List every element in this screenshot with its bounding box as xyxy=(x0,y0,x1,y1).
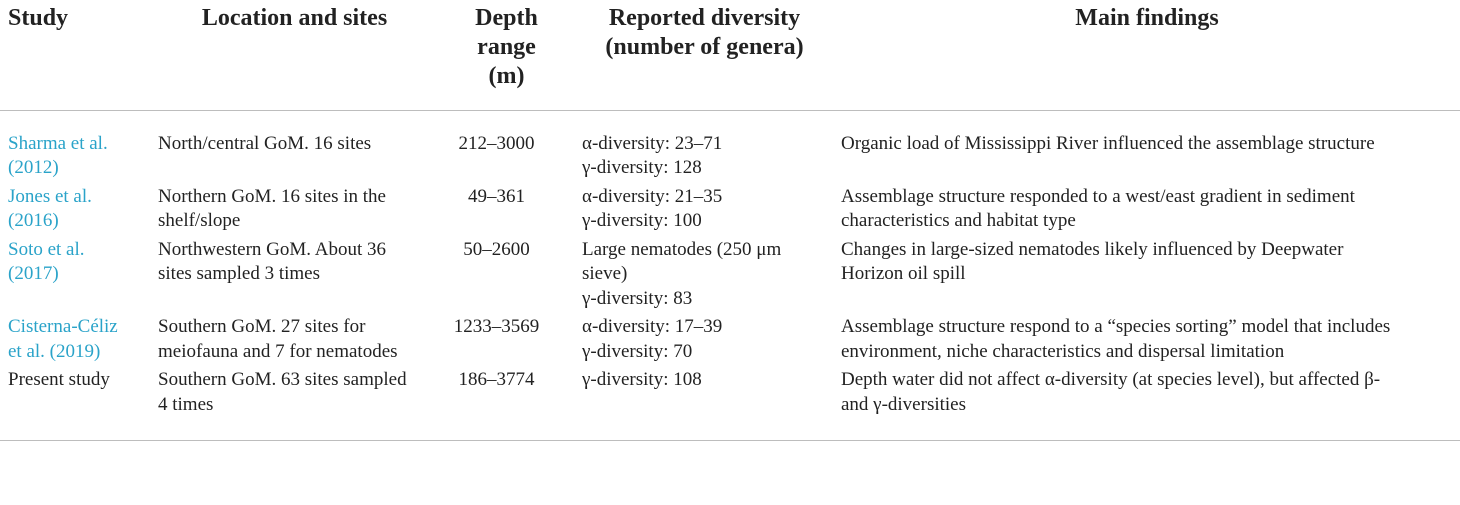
location-cell-line: sites sampled 3 times xyxy=(158,263,321,284)
diversity-cell xyxy=(575,110,834,181)
location-cell-line: Northwestern GoM. About 36 xyxy=(158,238,386,260)
diversity-cell-line: γ-diversity: 128 xyxy=(582,157,702,178)
depth-cell: 50–2600 xyxy=(463,238,530,260)
diversity-cell-line: γ-diversity: 83 xyxy=(582,287,693,309)
location-cell-line: Southern GoM. 27 sites for xyxy=(158,316,366,337)
findings-cell-line: Horizon oil spill xyxy=(841,263,966,284)
location-cell-line: 4 times xyxy=(158,393,214,415)
location-cell xyxy=(151,110,438,181)
depth-cell: 49–361 xyxy=(468,185,525,207)
header-diversity-line: (number of genera) xyxy=(605,34,804,60)
study-link-line[interactable]: Sharma et al. xyxy=(8,132,108,154)
study-link[interactable] xyxy=(0,110,151,181)
findings-cell-line: and γ-diversities xyxy=(841,393,967,415)
study-link-line[interactable]: Cisterna-Céliz xyxy=(8,316,118,337)
diversity-cell-line: γ-diversity: 70 xyxy=(582,340,693,362)
table-body xyxy=(0,110,1460,441)
study-link[interactable] xyxy=(0,311,151,364)
findings-cell-line: characteristics and habitat type xyxy=(841,210,1076,231)
table-row xyxy=(0,181,1460,234)
header-row xyxy=(0,0,1460,110)
findings-cell xyxy=(834,234,1460,312)
findings-cell-line: Depth water did not affect α-diversity (at species level), but affected β- xyxy=(841,369,1381,390)
location-cell-line: shelf/slope xyxy=(158,210,241,231)
study-link[interactable] xyxy=(0,234,151,312)
findings-cell xyxy=(834,110,1460,181)
diversity-cell xyxy=(575,364,834,441)
header-depth-line: (m) xyxy=(488,63,525,89)
study-link-line[interactable]: (2012) xyxy=(8,157,59,178)
diversity-cell-line: α-diversity: 17–39 xyxy=(582,316,723,337)
location-cell xyxy=(151,234,438,312)
location-cell-line: Northern GoM. 16 sites in the xyxy=(158,185,386,207)
diversity-cell-line: Large nematodes (250 μm xyxy=(582,238,782,260)
findings-cell xyxy=(834,364,1460,441)
diversity-cell-line: γ-diversity: 108 xyxy=(582,369,702,390)
header-depth-line: Depth xyxy=(475,5,538,31)
location-cell-line: meiofauna and 7 for nematodes xyxy=(158,340,398,362)
table-row xyxy=(0,110,1460,181)
location-cell xyxy=(151,364,438,441)
diversity-cell xyxy=(575,311,834,364)
location-cell xyxy=(151,181,438,234)
study-cell xyxy=(0,364,151,441)
header-study: Study xyxy=(8,5,69,31)
location-cell xyxy=(151,311,438,364)
study-link-line[interactable]: Soto et al. xyxy=(8,238,85,260)
study-link-line[interactable]: (2017) xyxy=(8,263,59,284)
study-link-line[interactable]: et al. (2019) xyxy=(8,340,101,362)
findings-cell-line: Organic load of Mississippi River influenced the assemblage structure xyxy=(841,132,1375,154)
table-row xyxy=(0,234,1460,312)
diversity-cell-line: α-diversity: 23–71 xyxy=(582,132,723,154)
diversity-cell-line: γ-diversity: 100 xyxy=(582,210,702,231)
findings-cell-line: environment, niche characteristics and dispersal limitation xyxy=(841,340,1285,362)
location-cell-line: Southern GoM. 63 sites sampled xyxy=(158,369,407,390)
study-link-line[interactable]: Jones et al. xyxy=(8,185,92,207)
diversity-cell-line: sieve) xyxy=(582,263,628,284)
table-row xyxy=(0,364,1460,441)
header-depth xyxy=(438,0,575,110)
study-link[interactable] xyxy=(0,181,151,234)
header-diversity xyxy=(575,0,834,110)
table-row xyxy=(0,311,1460,364)
depth-cell: 186–3774 xyxy=(458,369,535,390)
findings-cell xyxy=(834,181,1460,234)
header-location: Location and sites xyxy=(201,5,388,31)
depth-cell: 212–3000 xyxy=(458,132,535,154)
findings-cell-line: Changes in large-sized nematodes likely influenced by Deepwater xyxy=(841,238,1344,260)
study-link-line[interactable]: (2016) xyxy=(8,210,59,231)
diversity-cell-line: α-diversity: 21–35 xyxy=(582,185,723,207)
header-diversity-line: Reported diversity xyxy=(608,5,801,31)
location-cell-line: North/central GoM. 16 sites xyxy=(158,132,372,154)
diversity-cell xyxy=(575,181,834,234)
header-findings: Main findings xyxy=(1075,5,1219,31)
findings-cell xyxy=(834,311,1460,364)
findings-cell-line: Assemblage structure responded to a west/east gradient in sediment xyxy=(841,185,1355,207)
depth-cell: 1233–3569 xyxy=(453,316,540,337)
findings-cell-line: Assemblage structure respond to a “species sorting” model that includes xyxy=(841,316,1391,337)
diversity-cell xyxy=(575,234,834,312)
study-cell-line: Present study xyxy=(8,369,110,390)
header-depth-line: range xyxy=(477,34,536,60)
